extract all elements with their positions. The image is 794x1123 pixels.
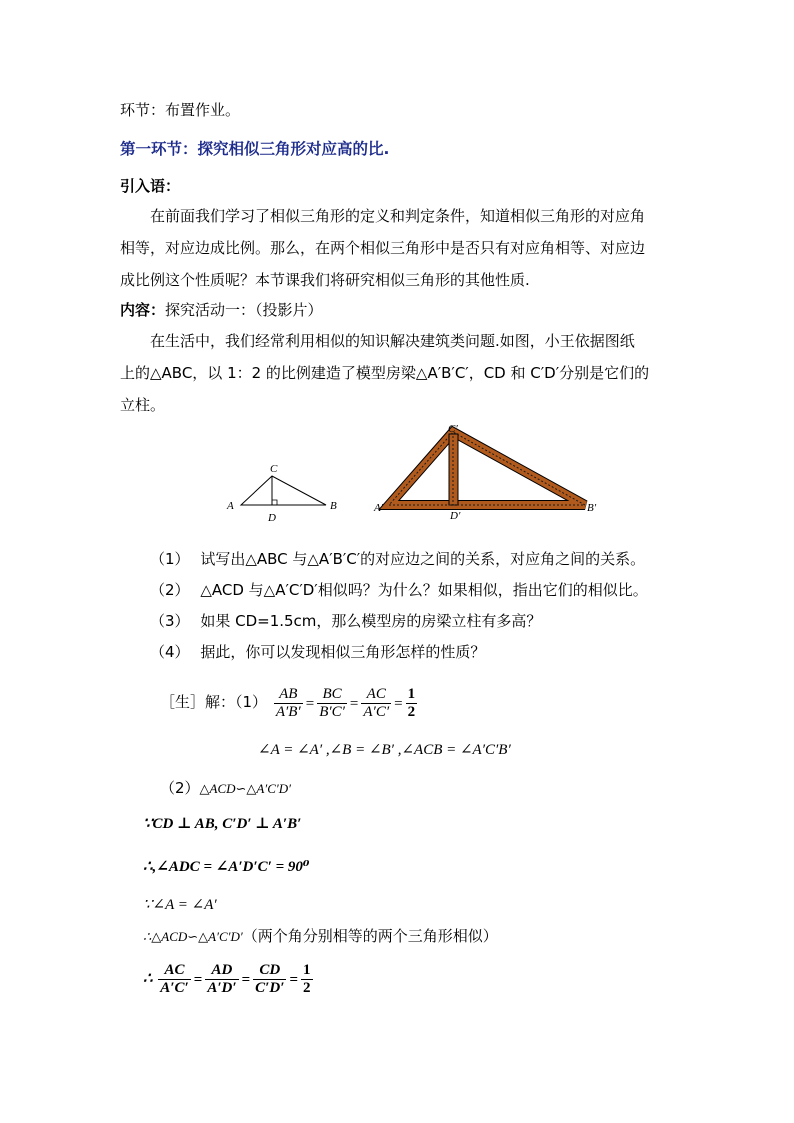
conclusion-similar: ∴△ACD∽△A′C′D′ [143,929,243,944]
label-c-prime: C′ [448,423,458,435]
paragraph-line: 立柱。 [120,396,166,414]
question-number: （3） [150,612,190,630]
right-angle-statement: ∴,∠ADC = ∠A′D′C′ = 90⁰ [143,859,310,875]
paragraph-line: 相等，对应边成比例。那么，在两个相似三角形中是否只有对应角相等、对应边 [120,239,646,257]
big-triangle [373,423,597,522]
label-c: C [270,463,278,475]
label-d-prime: D′ [450,510,461,522]
label-a: A [227,500,234,512]
question-number: （2） [150,581,190,599]
solution-line-1: ［生］解：（1） $\frac{AB}{A'B'}$ = $\frac{BC}{B'C'}$ = $\frac{AC}{A'C'}$ = $\frac{1}{2}$ [160,686,416,721]
ratio-conclusion: ∴ $\frac{AC}{A'C'}$ = $\frac{AD}{A'D'}$ = $\frac{CD}{C'D'}$ = $\frac{1}{2}$ [143,962,311,997]
fraction-ad-result: $\frac{AD}{A'D'}$ [207,962,237,997]
content-text: 探究活动一：（投影片） [165,301,323,319]
part-2-line [160,778,291,799]
label-a-prime: A′ [374,502,384,514]
perpendicular-statement: ∵CD ⊥ AB, C′D′ ⊥ A′B′ [143,816,302,832]
part-2-label: （2） [160,779,200,797]
fraction-cd-result: $\frac{CD}{C'D'}$ [255,962,285,997]
conclusion-reason: （两个角分别相等的两个三角形相似） [242,927,498,945]
paragraph-line: 在生活中，我们经常利用相似的知识解决建筑类问题.如图，小王依据图纸 [150,332,635,350]
paragraph-line: 成比例这个性质呢？本节课我们将研究相似三角形的其他性质. [120,271,530,289]
label-b: B [330,500,337,512]
question-4 [150,642,485,662]
question-number: （1） [150,550,190,568]
intro-label: 引入语： [120,177,181,195]
therefore-symbol: ∴ [143,971,153,987]
question-2 [150,580,648,600]
question-text: 据此，你可以发现相似三角形怎样的性质？ [200,643,486,661]
question-number: （4） [150,643,190,661]
content-label: 内容： [120,301,166,319]
label-b-prime: B′ [587,502,597,514]
fraction-ac-result: $\frac{AC}{A'C'}$ [160,962,189,997]
section-heading: 第一环节：探究相似三角形对应高的比. [120,140,390,158]
similarity-conclusion [143,926,498,947]
triangle-abc [241,476,326,505]
question-1 [150,549,645,569]
fraction-half-result: $\frac{1}{2}$ [303,962,311,997]
label-d: D [268,512,276,524]
part-2-similar: △ACD∽△A′C′D′ [199,781,291,796]
solution-prefix: ［生］解：（1） [160,693,268,711]
question-text: 如果 CD=1.5cm，那么模型房的房梁立柱有多高？ [200,612,542,630]
fraction-half: $\frac{1}{2}$ [407,686,416,721]
angles-equation: ∠A = ∠A′ ,∠B = ∠B′ ,∠ACB = ∠A′C′B′ [258,742,511,758]
question-text: 试写出△ABC 与△A′B′C′的对应边之间的关系，对应角之间的关系。 [200,550,646,568]
fraction-ab: $\frac{AB}{A'B'}$ [275,686,301,721]
paragraph-line: 在前面我们学习了相似三角形的定义和判定条件，知道相似三角形的对应角 [150,207,646,225]
text-line: 环节：布置作业。 [120,101,241,119]
small-triangle [226,463,337,524]
question-text: △ACD 与△A′C′D′相似吗？为什么？如果相似，指出它们的相似比。 [200,581,648,599]
question-3 [150,611,541,631]
right-angle-mark [272,500,277,505]
fraction-bc: $\frac{BC}{B'C'}$ [319,686,345,721]
paragraph-line: 上的△ABC，以 1：2 的比例建造了模型房梁△A′B′C′，CD 和 C′D′分别是它们的 [120,364,650,382]
fraction-ac: $\frac{AC}{A'C'}$ [363,686,390,721]
angle-a-statement: ∵∠A = ∠A′ [143,897,217,913]
